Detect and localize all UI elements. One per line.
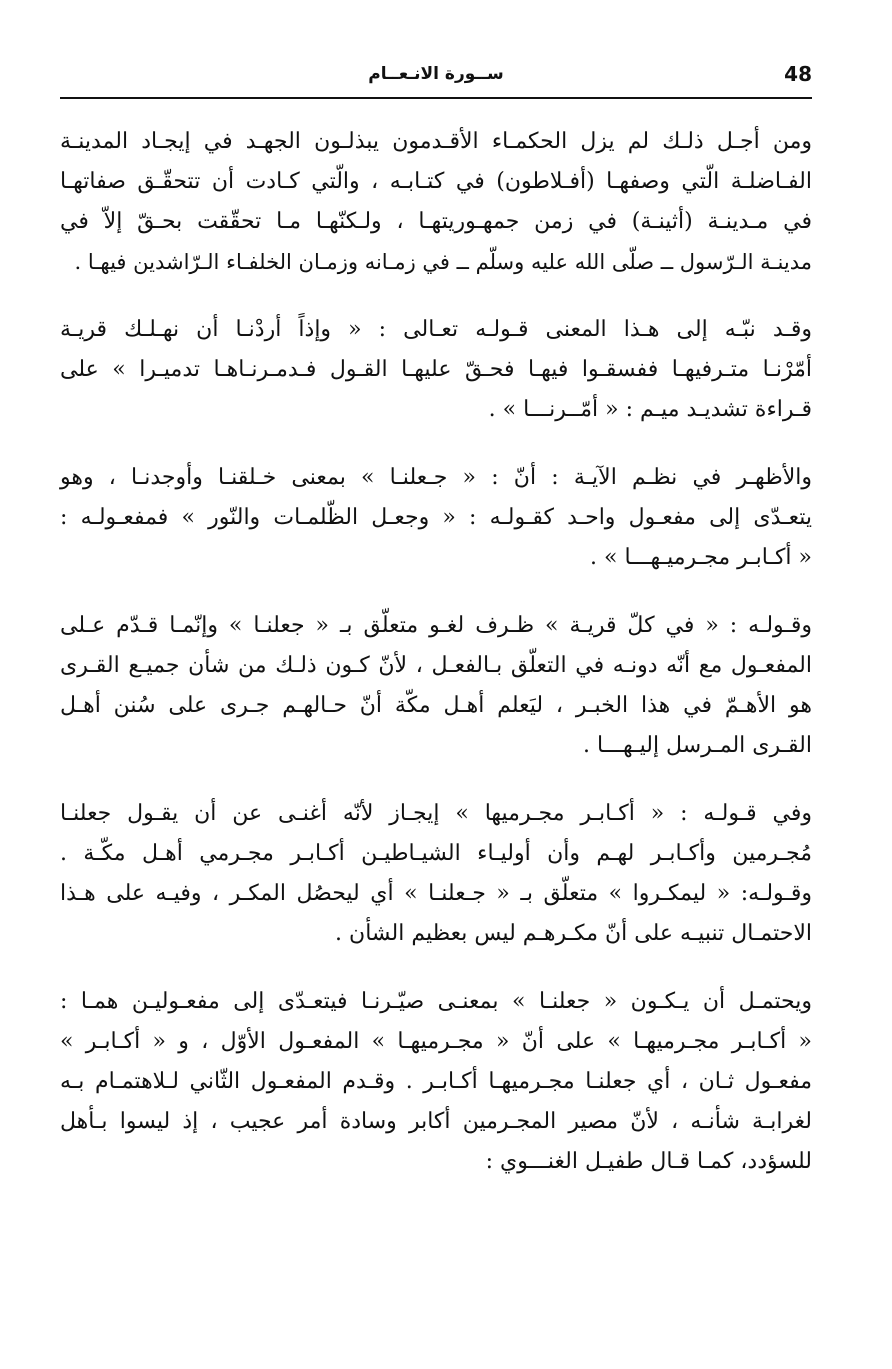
text-line: « أكـابـر مجـرميهـا » على أنّ « مجـرميهـا » المفعـول الأوّل ، و « أكـابـر »: [60, 1029, 812, 1054]
text-line: يتعـدّى إلى مفعـول واحـد كقـولـه : « وجعـل الظّلمـات والنّور » فمفعـولـه :: [60, 505, 812, 530]
paragraph-3: [60, 458, 812, 578]
running-title: ســورة الانـعــام: [368, 64, 504, 84]
paragraph-5: [60, 794, 812, 954]
paragraph-2: [60, 310, 812, 430]
text-line: وقـولـه : « في كلّ قريـة » ظـرف لغـو متعلّق بـ « جعلنـا » وإنّمـا قـدّم عـلى: [60, 613, 812, 638]
text-line: للسؤدد، كمـا قـال طفيـل الغنـــوي :: [485, 1149, 812, 1174]
body-text: [60, 122, 812, 1210]
text-line: ويحتمـل أن يـكـون « جعلنـا » بمعنـى صيّـرنـا فيتعـدّى إلى مفعـوليـن همـا :: [60, 989, 812, 1014]
text-line: « أكـابـر مجـرميـهـــا » .: [590, 545, 812, 570]
text-line: في مـدينـة (أثينـة) في زمن جمهـوريتهـا ، ولـكنّهـا مـا تحقّقت بحـقّ إلاّ في: [60, 209, 812, 234]
page-number: 48: [784, 62, 812, 86]
paragraph-1: [60, 122, 812, 282]
text-line: وقـولـه: « ليمكـروا » متعلّق بـ « جـعلنـا » أي ليحصُل المكـر ، وفيـه على هـذا: [60, 881, 812, 906]
text-line: الاحتمـال تنبيـه على أنّ مكـرهـم ليس بعظيم الشأن .: [335, 921, 812, 946]
text-line: والأظهـر في نظـم الآيـة : أنّ : « جـعلنـا » بمعنى خـلقنـا وأوجدنـا ، وهو: [60, 465, 812, 490]
page-header: [60, 60, 812, 98]
text-line: لغرابـة شأنـه ، لأنّ مصير المجـرمين أكابر وسادة أمر عجيب ، إذ ليسوا بـأهل: [60, 1109, 812, 1134]
text-line: هو الأهـمّ في هذا الخبـر ، ليَعلم أهـل مكّة أنّ حـالهـم جـرى على سُنن أهـل: [60, 693, 812, 718]
text-line: مُجـرمين وأكـابـر لهـم وأن أوليـاء الشيـاطيـن أكـابـر مجـرمي أهـل مكّـة .: [60, 841, 812, 866]
text-line: القـرى المـرسل إليـهـــا .: [582, 733, 812, 758]
text-line: أمّرْنـا متـرفيهـا ففسقـوا فيهـا فحـقّ عليهـا القـول فـدمـرنـاهـا تدميـرا » على: [60, 357, 812, 382]
text-line: مفعـول ثـان ، أي جعلنـا مجـرميهـا أكـابـر . وقـدم المفعـول الثّاني لـلاهتمـام بـه: [60, 1069, 812, 1094]
text-line: ومن أجـل ذلـك لم يزل الحكمـاء الأقـدمون يبذلـون الجهـد في إيجـاد المدينـة: [60, 129, 812, 154]
text-line: مدينـة الـرّسول ــ صلّى الله عليه وسلّم ــ في زمـانه وزمـان الخلفـاء الـرّاشدين فيهـا .: [74, 250, 812, 274]
paragraph-6: [60, 982, 812, 1182]
text-line: قـراءة تشديـد ميـم : « أمّــرنـــا » .: [488, 397, 812, 422]
text-line: الفـاضلـة الّتي وصفهـا (أفـلاطون) في كتـابـه ، والّتي كـادت أن تتحقّـق صفاتهـا: [60, 169, 812, 194]
text-line: المفعـول مع أنّه دونـه في التعلّق بـالفعـل ، لأنّ كـون ذلـك من شأن جميـع القـرى: [60, 653, 812, 678]
paragraph-4: [60, 606, 812, 766]
text-line: وقـد نبّـه إلى هـذا المعنى قـولـه تعـالى : « وإذاً أردْنـا أن نهـلـك قريـة: [60, 317, 812, 342]
header-rule: [60, 97, 812, 99]
text-line: وفي قـولـه : « أكـابـر مجـرميها » إيجـاز لأنّه أغنـى عن أن يقـول جعلنـا: [60, 801, 812, 826]
